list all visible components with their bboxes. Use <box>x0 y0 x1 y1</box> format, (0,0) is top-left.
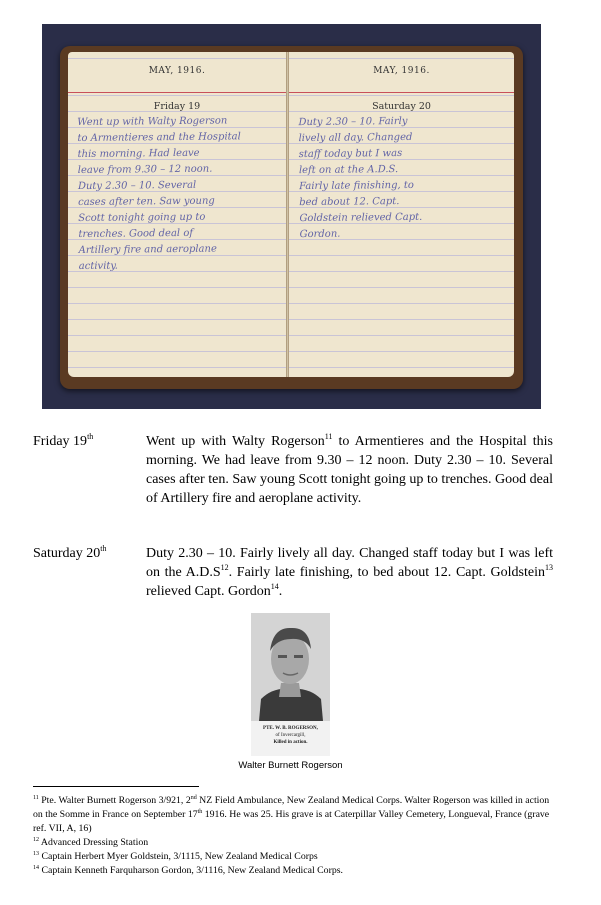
footnote-divider <box>33 786 199 787</box>
portrait-caption-name: PTE. W. B. ROGERSON, <box>263 726 318 731</box>
footnote-number: 13 <box>33 851 39 857</box>
entry-text-part: . Fairly late finishing, to bed about 12. Capt. Goldstein <box>228 565 545 580</box>
entry-text-part: to Armentieres and the Hospital this morning. We had leave from 9.30 – 12 noon. Duty 2.30 – 10. Several cases after ten. Saw young Scott tonight going up to trenches. Good deal of Artillery fire and aeroplane activity. <box>146 434 553 506</box>
entry-text-part: relieved Capt. Gordon <box>146 584 271 599</box>
entry-text <box>146 432 553 508</box>
handwriting-line: activity. <box>78 260 118 273</box>
handwriting-line: to Armentieres and the Hospital <box>77 131 241 145</box>
diary-entry-friday <box>33 432 553 508</box>
handwriting-line: cases after ten. Saw young <box>78 195 215 209</box>
right-page-header: MAY, 1916. <box>289 66 514 76</box>
entry-text-part: . <box>278 584 283 599</box>
footnote-superscript: th <box>197 809 203 815</box>
portrait-caption-town: of Invercargill, <box>275 733 306 738</box>
portrait-caption: Walter Burnett Rogerson <box>238 760 343 771</box>
right-page-handwriting <box>298 113 506 243</box>
entry-date <box>33 432 143 451</box>
footnote-text: Captain Kenneth Farquharson Gordon, 3/1116, New Zealand Medical Corps. <box>39 865 343 876</box>
handwriting-line: Went up with Walty Rogerson <box>77 115 228 129</box>
diary-book <box>60 46 523 389</box>
date-superscript: th <box>87 432 94 441</box>
entry-date <box>33 544 143 563</box>
portrait-image <box>251 613 330 721</box>
handwriting-line: this morning. Had leave <box>77 147 200 161</box>
footnote-12 <box>33 836 553 850</box>
footnote-text: Captain Herbert Myer Goldstein, 3/1115, New Zealand Medical Corps <box>39 851 318 862</box>
footnote-11 <box>33 794 553 836</box>
diary-entry-saturday <box>33 544 553 601</box>
handwriting-line: Scott tonight going up to <box>78 211 206 225</box>
left-page-day: Friday 19 <box>153 101 201 112</box>
entry-date-text: Friday 19 <box>33 434 88 449</box>
diary-photograph <box>42 24 541 409</box>
portrait-photo <box>251 613 330 756</box>
right-page-red-rule <box>289 92 514 93</box>
portrait-figure <box>251 613 330 721</box>
handwriting-line: bed about 12. Capt. <box>299 196 400 209</box>
footnote-text: Pte. Walter Burnett Rogerson 3/921, 2 <box>38 795 191 806</box>
footnote-ref-12[interactable]: 12 <box>220 563 229 572</box>
footnote-number: 12 <box>33 837 39 843</box>
diary-left-page <box>68 52 286 377</box>
handwriting-line: left on at the A.D.S. <box>298 164 399 177</box>
footnote-number: 14 <box>33 865 39 871</box>
left-page-handwriting <box>77 113 279 275</box>
entry-date-text: Saturday 20 <box>33 546 101 561</box>
right-page-day: Saturday 20 <box>372 101 431 112</box>
handwriting-line: leave from 9.30 – 12 noon. <box>77 163 213 177</box>
footnote-ref-13[interactable]: 13 <box>545 563 553 572</box>
footnote-ref-14[interactable]: 14 <box>270 582 279 591</box>
diary-right-page <box>289 52 514 377</box>
handwriting-line: Duty 2.30 – 10. Fairly <box>298 115 408 129</box>
handwriting-line: lively all day. Changed <box>298 131 413 145</box>
footnote-text: NZ Field Ambulance, New Zealand Medical Corps. Walter Rogerson was killed in action on the Somme in France on September 17 <box>33 795 550 820</box>
portrait-caption-status: Killed in action. <box>273 740 308 745</box>
handwriting-line: Fairly late finishing, to <box>299 179 414 193</box>
entry-text-part: Went up with Walty Rogerson <box>146 434 325 449</box>
left-page-red-rule <box>68 92 286 93</box>
entry-text <box>146 544 553 601</box>
handwriting-line: staff today but I was <box>298 148 403 161</box>
handwriting-line: Goldstein relieved Capt. <box>299 211 423 225</box>
footnote-ref-11[interactable]: 11 <box>324 432 333 441</box>
footnote-number: 11 <box>33 795 39 801</box>
date-superscript: th <box>100 544 107 553</box>
footnote-text: 1916. He was 25. His grave is at Caterpillar Valley Cemetery, Longueval, France (grave ref. VII, A, 16) <box>33 809 550 834</box>
footnotes <box>33 794 553 878</box>
footnote-14 <box>33 864 553 878</box>
handwriting-line: Artillery fire and aeroplane <box>78 243 217 257</box>
footnote-superscript: nd <box>190 795 197 801</box>
footnote-text: Advanced Dressing Station <box>39 837 149 848</box>
footnote-13 <box>33 850 553 864</box>
handwriting-line: Gordon. <box>299 228 341 241</box>
left-page-header: MAY, 1916. <box>68 66 286 76</box>
entry-text-part: Duty 2.30 – 10. Fairly lively all day. Changed staff today but I was left on the A.D.S <box>146 546 553 580</box>
handwriting-line: trenches. Good deal of <box>78 227 194 241</box>
handwriting-line: Duty 2.30 – 10. Several <box>77 179 197 193</box>
